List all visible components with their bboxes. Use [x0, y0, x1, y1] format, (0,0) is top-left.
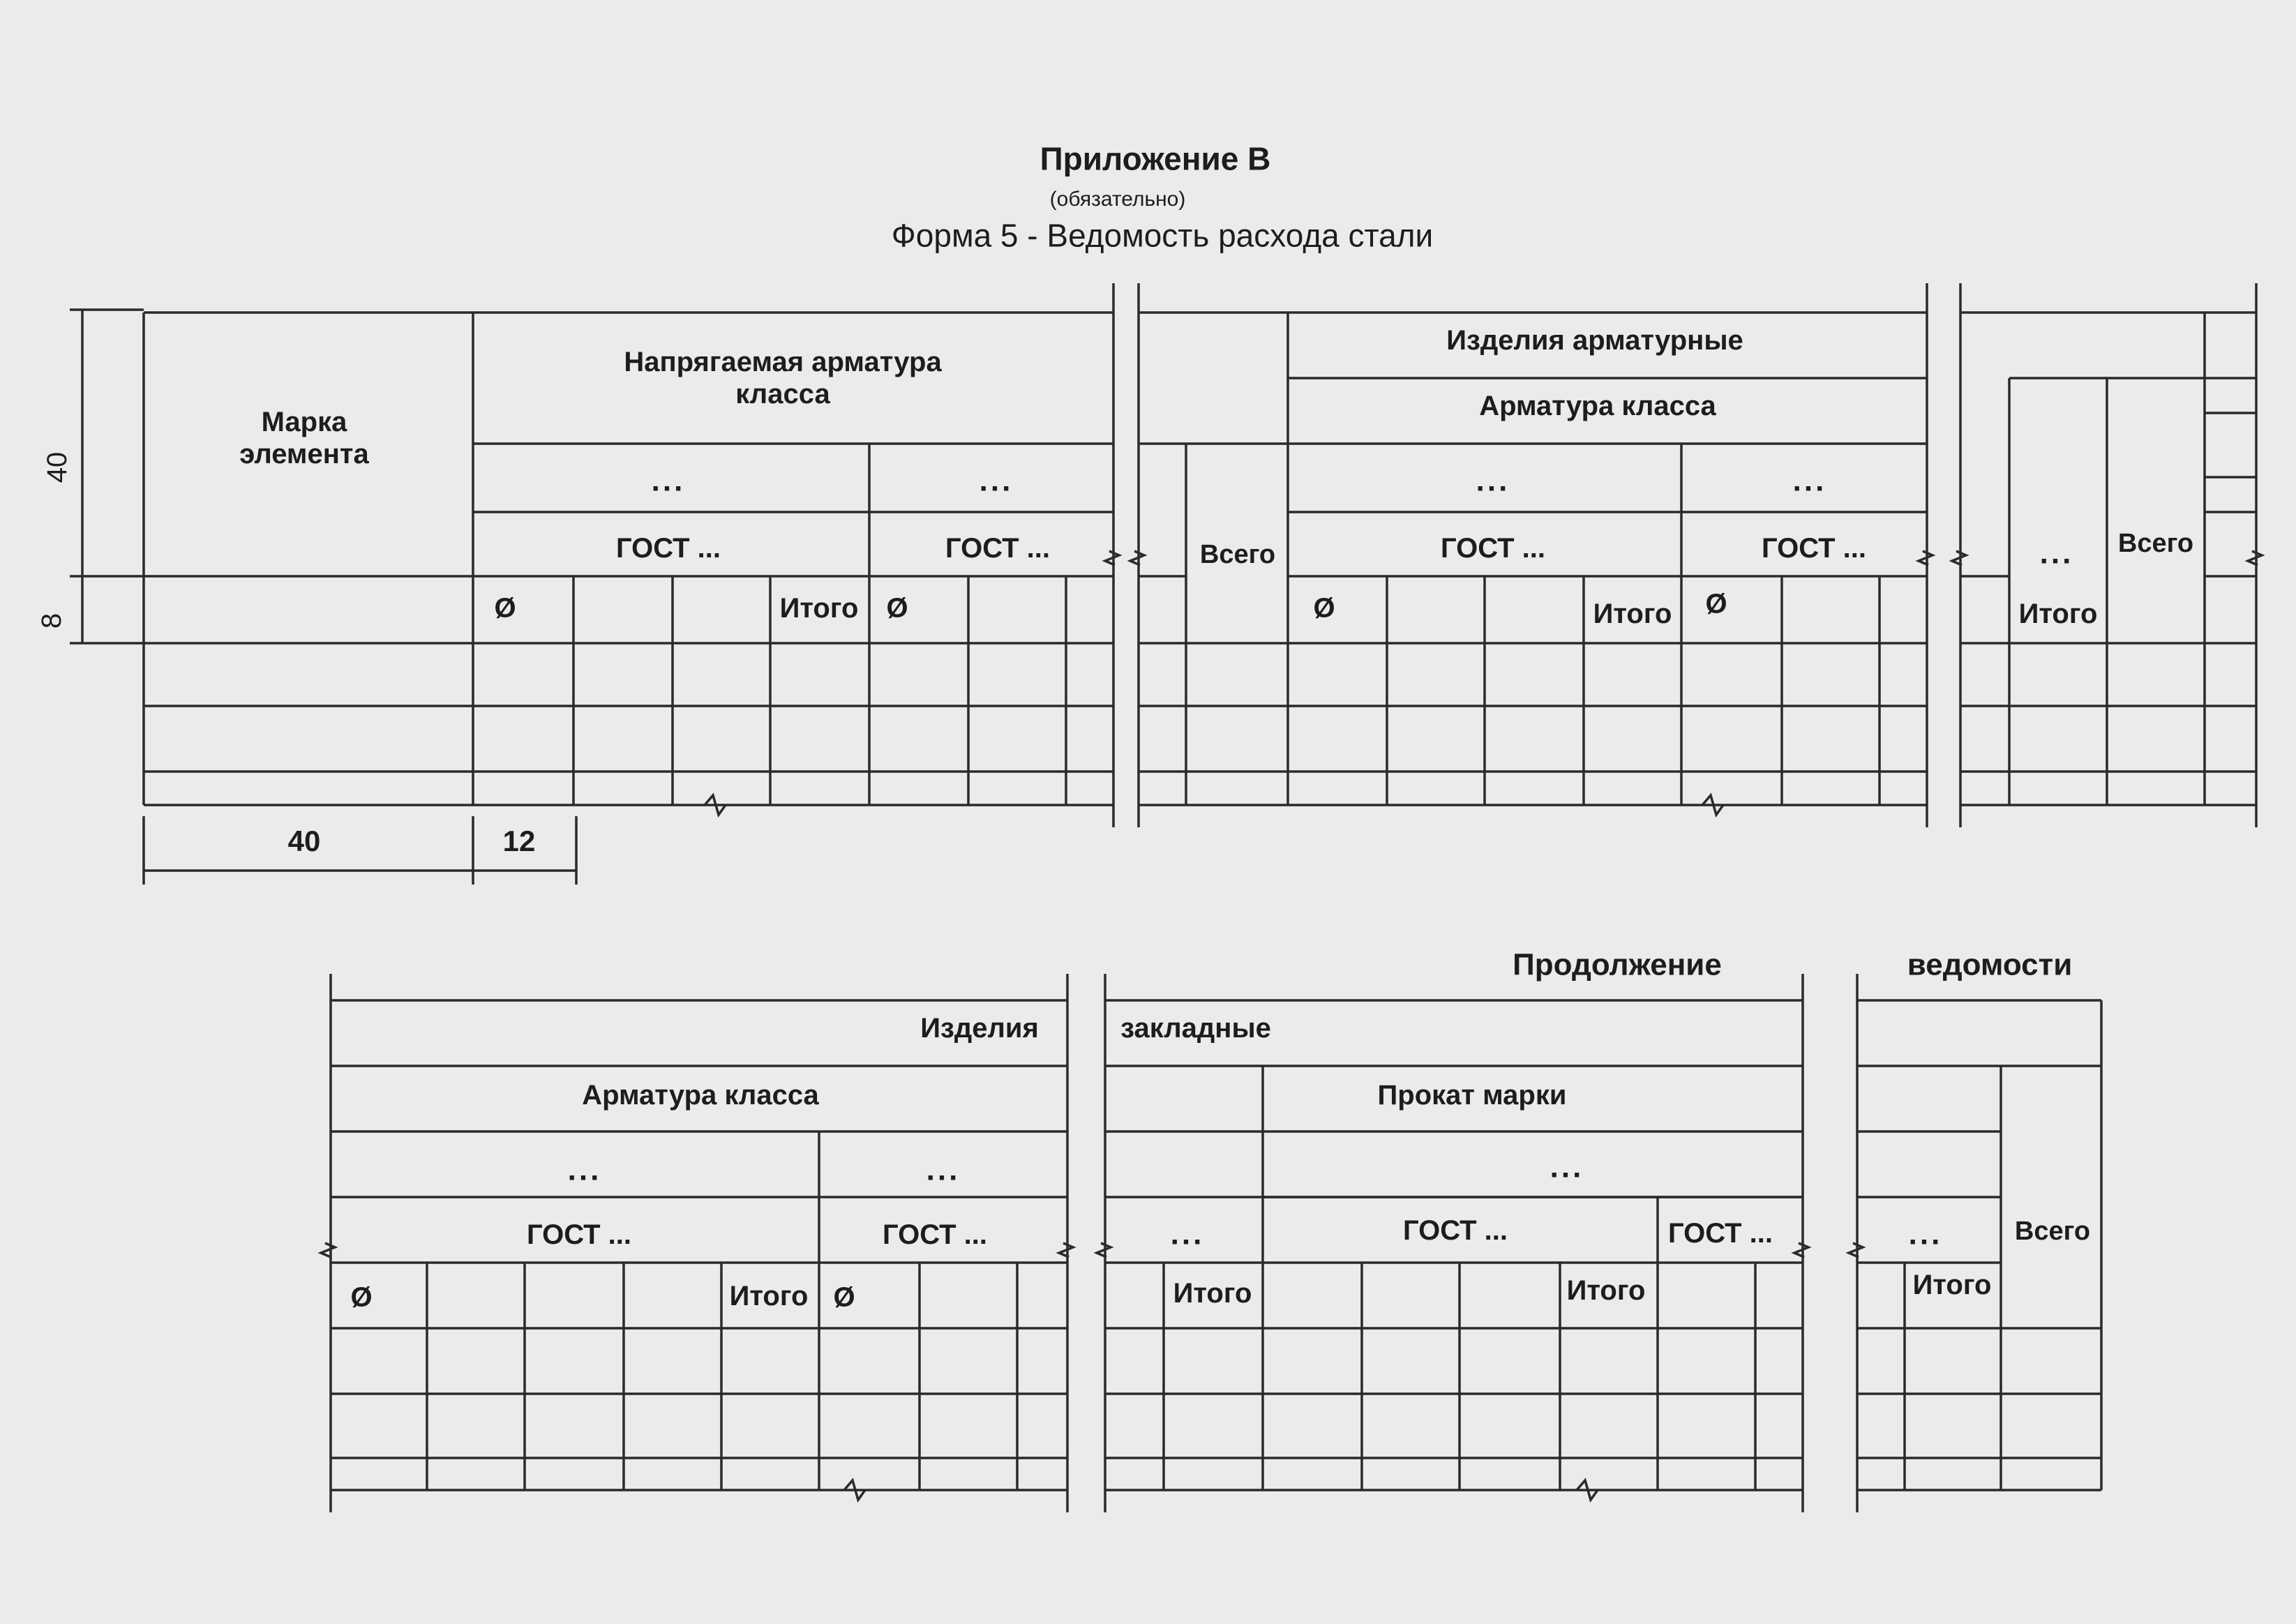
- rebar-class-header: Арматура класса: [582, 1080, 819, 1111]
- diameter-label: Ø: [494, 593, 516, 624]
- ellipsis: ...: [1792, 463, 1827, 498]
- ellipsis: ...: [926, 1152, 961, 1187]
- dimension-row-height: 8: [36, 612, 67, 629]
- gost-label: ГОСТ ...: [1761, 533, 1867, 564]
- gost-label: ГОСТ ...: [945, 533, 1051, 564]
- ellipsis: ...: [1908, 1217, 1943, 1251]
- dimension-mark-width: 40: [287, 824, 321, 857]
- appendix-title: Приложение В: [1040, 140, 1271, 177]
- continuation-label: Продолжение: [1513, 947, 1722, 982]
- gost-label: ГОСТ ...: [1440, 533, 1546, 564]
- ellipsis: ...: [2039, 536, 2074, 571]
- dimension-header-height: 40: [42, 451, 73, 483]
- diameter-label: Ø: [886, 593, 908, 624]
- total-label: Всего: [2014, 1217, 2091, 1247]
- diameter-label: Ø: [1313, 593, 1335, 624]
- reinforcing-products-header: Изделия арматурные: [1446, 325, 1743, 356]
- total-label: Всего: [2117, 529, 2194, 559]
- ellipsis: ...: [979, 463, 1014, 498]
- products-header: Изделия: [920, 1013, 1039, 1044]
- statement-label: ведомости: [1907, 947, 2073, 982]
- subtotal-label: Итого: [1566, 1275, 1646, 1306]
- gost-label: ГОСТ ...: [1667, 1218, 1773, 1249]
- subtotal-label: Итого: [1912, 1270, 1992, 1300]
- diameter-label: Ø: [833, 1282, 855, 1313]
- ellipsis: ...: [1476, 463, 1510, 498]
- ellipsis: ...: [1550, 1150, 1584, 1185]
- ellipsis: ...: [651, 463, 686, 498]
- rebar-class-header: Арматура класса: [1479, 391, 1716, 421]
- total-label: Всего: [1199, 540, 1276, 570]
- diameter-label: Ø: [1705, 589, 1727, 619]
- subtotal-label: Итого: [729, 1281, 809, 1311]
- embedded-header: закладные: [1120, 1013, 1271, 1044]
- gost-label: ГОСТ ...: [526, 1219, 632, 1250]
- ellipsis: ...: [567, 1152, 602, 1187]
- ellipsis: ...: [1170, 1217, 1205, 1251]
- gost-label: ГОСТ ...: [1402, 1215, 1508, 1246]
- form-title: Форма 5 - Ведомость расхода стали: [891, 217, 1434, 254]
- dimension-column-width: 12: [502, 824, 536, 857]
- gost-label: ГОСТ ...: [882, 1219, 988, 1250]
- subtotal-label: Итого: [1593, 599, 1672, 629]
- diameter-label: Ø: [350, 1282, 373, 1313]
- prestressed-rebar-header: Напрягаемая арматура класса: [624, 347, 942, 409]
- subtotal-label: Итого: [2018, 599, 2098, 629]
- gost-label: ГОСТ ...: [615, 533, 721, 564]
- subtotal-label: Итого: [1173, 1278, 1252, 1309]
- element-mark-header: Марка элемента: [239, 407, 369, 469]
- appendix-note: (обязательно): [1049, 187, 1186, 211]
- rolled-grade-header: Прокат марки: [1377, 1080, 1567, 1111]
- subtotal-label: Итого: [779, 593, 859, 624]
